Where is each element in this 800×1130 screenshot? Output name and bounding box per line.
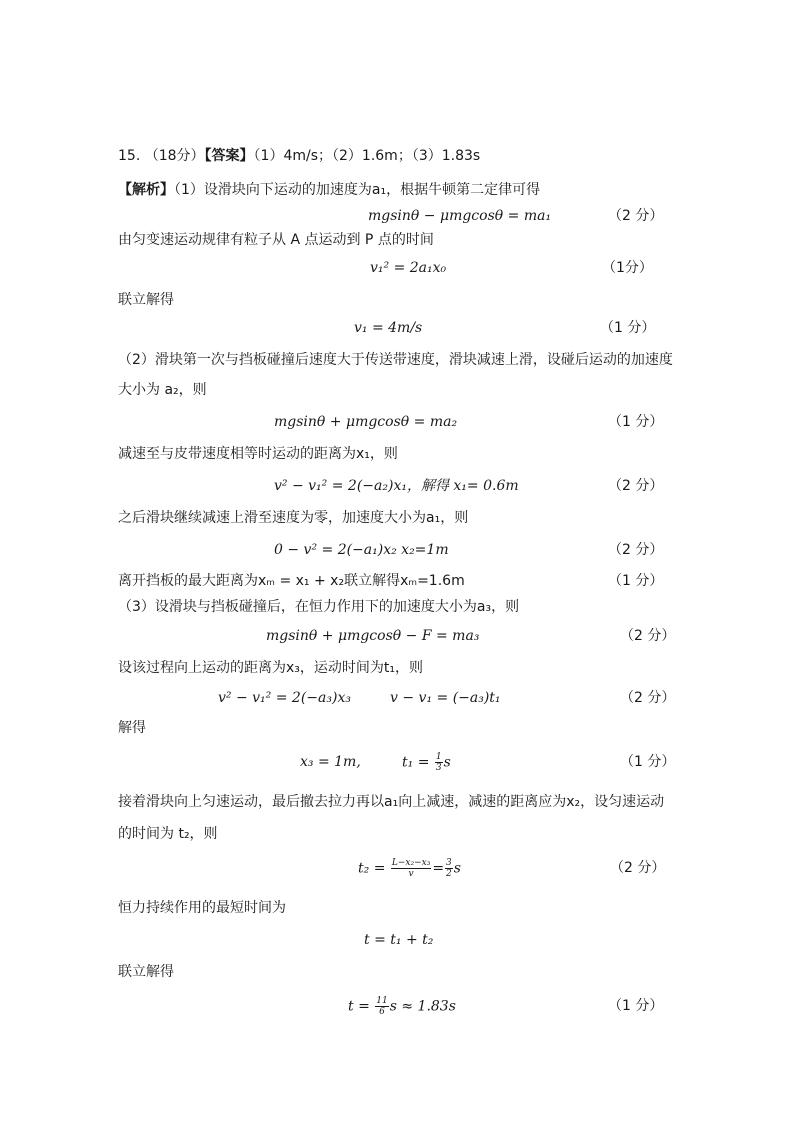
points-1: （2 分） <box>608 208 664 224</box>
denominator: 6 <box>379 1007 385 1017</box>
eq13-unit: s <box>453 860 461 877</box>
eq11b-unit: s <box>443 754 451 771</box>
equation-15 <box>348 996 456 1017</box>
equation-10a: v² − v₁² = 2(−a₃)x₃ <box>218 690 351 706</box>
points-6: （2 分） <box>608 478 664 494</box>
answers: （1）4m/s；（2）1.6m；（3）1.83s <box>253 148 481 164</box>
text-line-4: （2）滑块第一次与挡板碰撞后速度大于传送带速度，滑块减速上滑，设碰后运动的加速度 <box>118 352 673 368</box>
points-8: （1 分） <box>608 573 664 589</box>
denominator: 2 <box>446 869 452 879</box>
equation-6: v² − v₁² = 2(−a₂)x₁，解得 x₁= 0.6m <box>274 478 519 494</box>
equation-13 <box>358 858 461 879</box>
points-10: （2 分） <box>620 690 676 706</box>
eq15-prefix: t = <box>348 998 375 1015</box>
text-line-5: 大小为 a₂，则 <box>118 382 207 398</box>
equation-5: mgsinθ + μmgcosθ = ma₂ <box>274 414 458 430</box>
eq11b-prefix: t₁ = <box>402 754 434 771</box>
text-line-7: 之后滑块继续减速上滑至速度为零，加速度大小为a₁，则 <box>118 510 469 526</box>
text-line-3: 联立解得 <box>118 292 174 308</box>
numerator: L−x₂−x₃ <box>391 858 431 868</box>
numerator: 3 <box>446 858 452 868</box>
eq15-result: s ≈ 1.83s <box>389 998 456 1015</box>
fraction <box>375 996 388 1017</box>
text-line-2: 由匀变速运动规律有粒子从 A 点运动到 P 点的时间 <box>118 232 434 248</box>
equation-2: v₁² = 2a₁x₀ <box>370 260 447 276</box>
equation-10b: v − v₁ = (−a₃)t₁ <box>390 690 501 706</box>
equation-1: mgsinθ − μmgcosθ = ma₁ <box>368 208 552 224</box>
analysis-tag: 【解析】 <box>118 182 174 198</box>
fraction <box>435 752 443 773</box>
equation-11a: x₃ = 1m, <box>300 754 361 770</box>
text-line-13: 的时间为 t₂，则 <box>118 826 218 842</box>
points-3: （1 分） <box>600 320 656 336</box>
text-line-9: （3）设滑块与挡板碰撞后，在恒力作用下的加速度大小为a₃，则 <box>118 599 520 615</box>
text-line-15: 联立解得 <box>118 964 174 980</box>
answer-tag: 【答案】 <box>204 148 254 164</box>
points-9: （2 分） <box>620 628 676 644</box>
analysis-line-1 <box>118 180 540 200</box>
question-number: 15. <box>118 148 141 164</box>
text-line-8: 离开挡板的最大距离为xₘ = x₁ + x₂联立解得xₘ=1.6m <box>118 573 465 589</box>
eq13-equals: = <box>432 860 445 877</box>
equation-7: 0 − v² = 2(−a₁)x₂ x₂=1m <box>274 542 449 558</box>
equation-14: t = t₁ + t₂ <box>364 932 434 948</box>
points-13: （2 分） <box>610 860 666 876</box>
eq13-prefix: t₂ = <box>358 860 390 877</box>
points-7: （2 分） <box>608 542 664 558</box>
text-line-12: 接着滑块向上匀速运动，最后撤去拉力再以a₁向上减速，减速的距离应为x₂，设匀速运动 <box>118 794 665 810</box>
equation-3: v₁ = 4m/s <box>354 320 423 336</box>
fraction <box>445 858 453 879</box>
numerator: 1 <box>435 752 442 762</box>
points-2: （1分） <box>602 260 653 276</box>
denominator: 3 <box>435 763 442 773</box>
text-line-11: 解得 <box>118 720 146 736</box>
points-5: （1 分） <box>608 414 664 430</box>
points-11: （1 分） <box>620 754 676 770</box>
analysis-text: （1）设滑块向下运动的加速度为a₁，根据牛顿第二定律可得 <box>174 182 541 198</box>
denominator: v <box>408 869 414 879</box>
equation-9: mgsinθ + μmgcosθ − F = ma₃ <box>266 628 480 644</box>
text-line-10: 设该过程向上运动的距离为x₃，运动时间为t₁，则 <box>118 660 423 676</box>
numerator: 11 <box>376 996 388 1006</box>
points-15: （1 分） <box>608 998 664 1014</box>
answer-header <box>118 146 480 166</box>
fraction <box>391 858 431 879</box>
text-line-14: 恒力持续作用的最短时间为 <box>118 900 286 916</box>
score: （18分） <box>144 148 205 164</box>
text-line-6: 减速至与皮带速度相等时运动的距离为x₁，则 <box>118 446 398 462</box>
equation-11b <box>402 752 451 773</box>
